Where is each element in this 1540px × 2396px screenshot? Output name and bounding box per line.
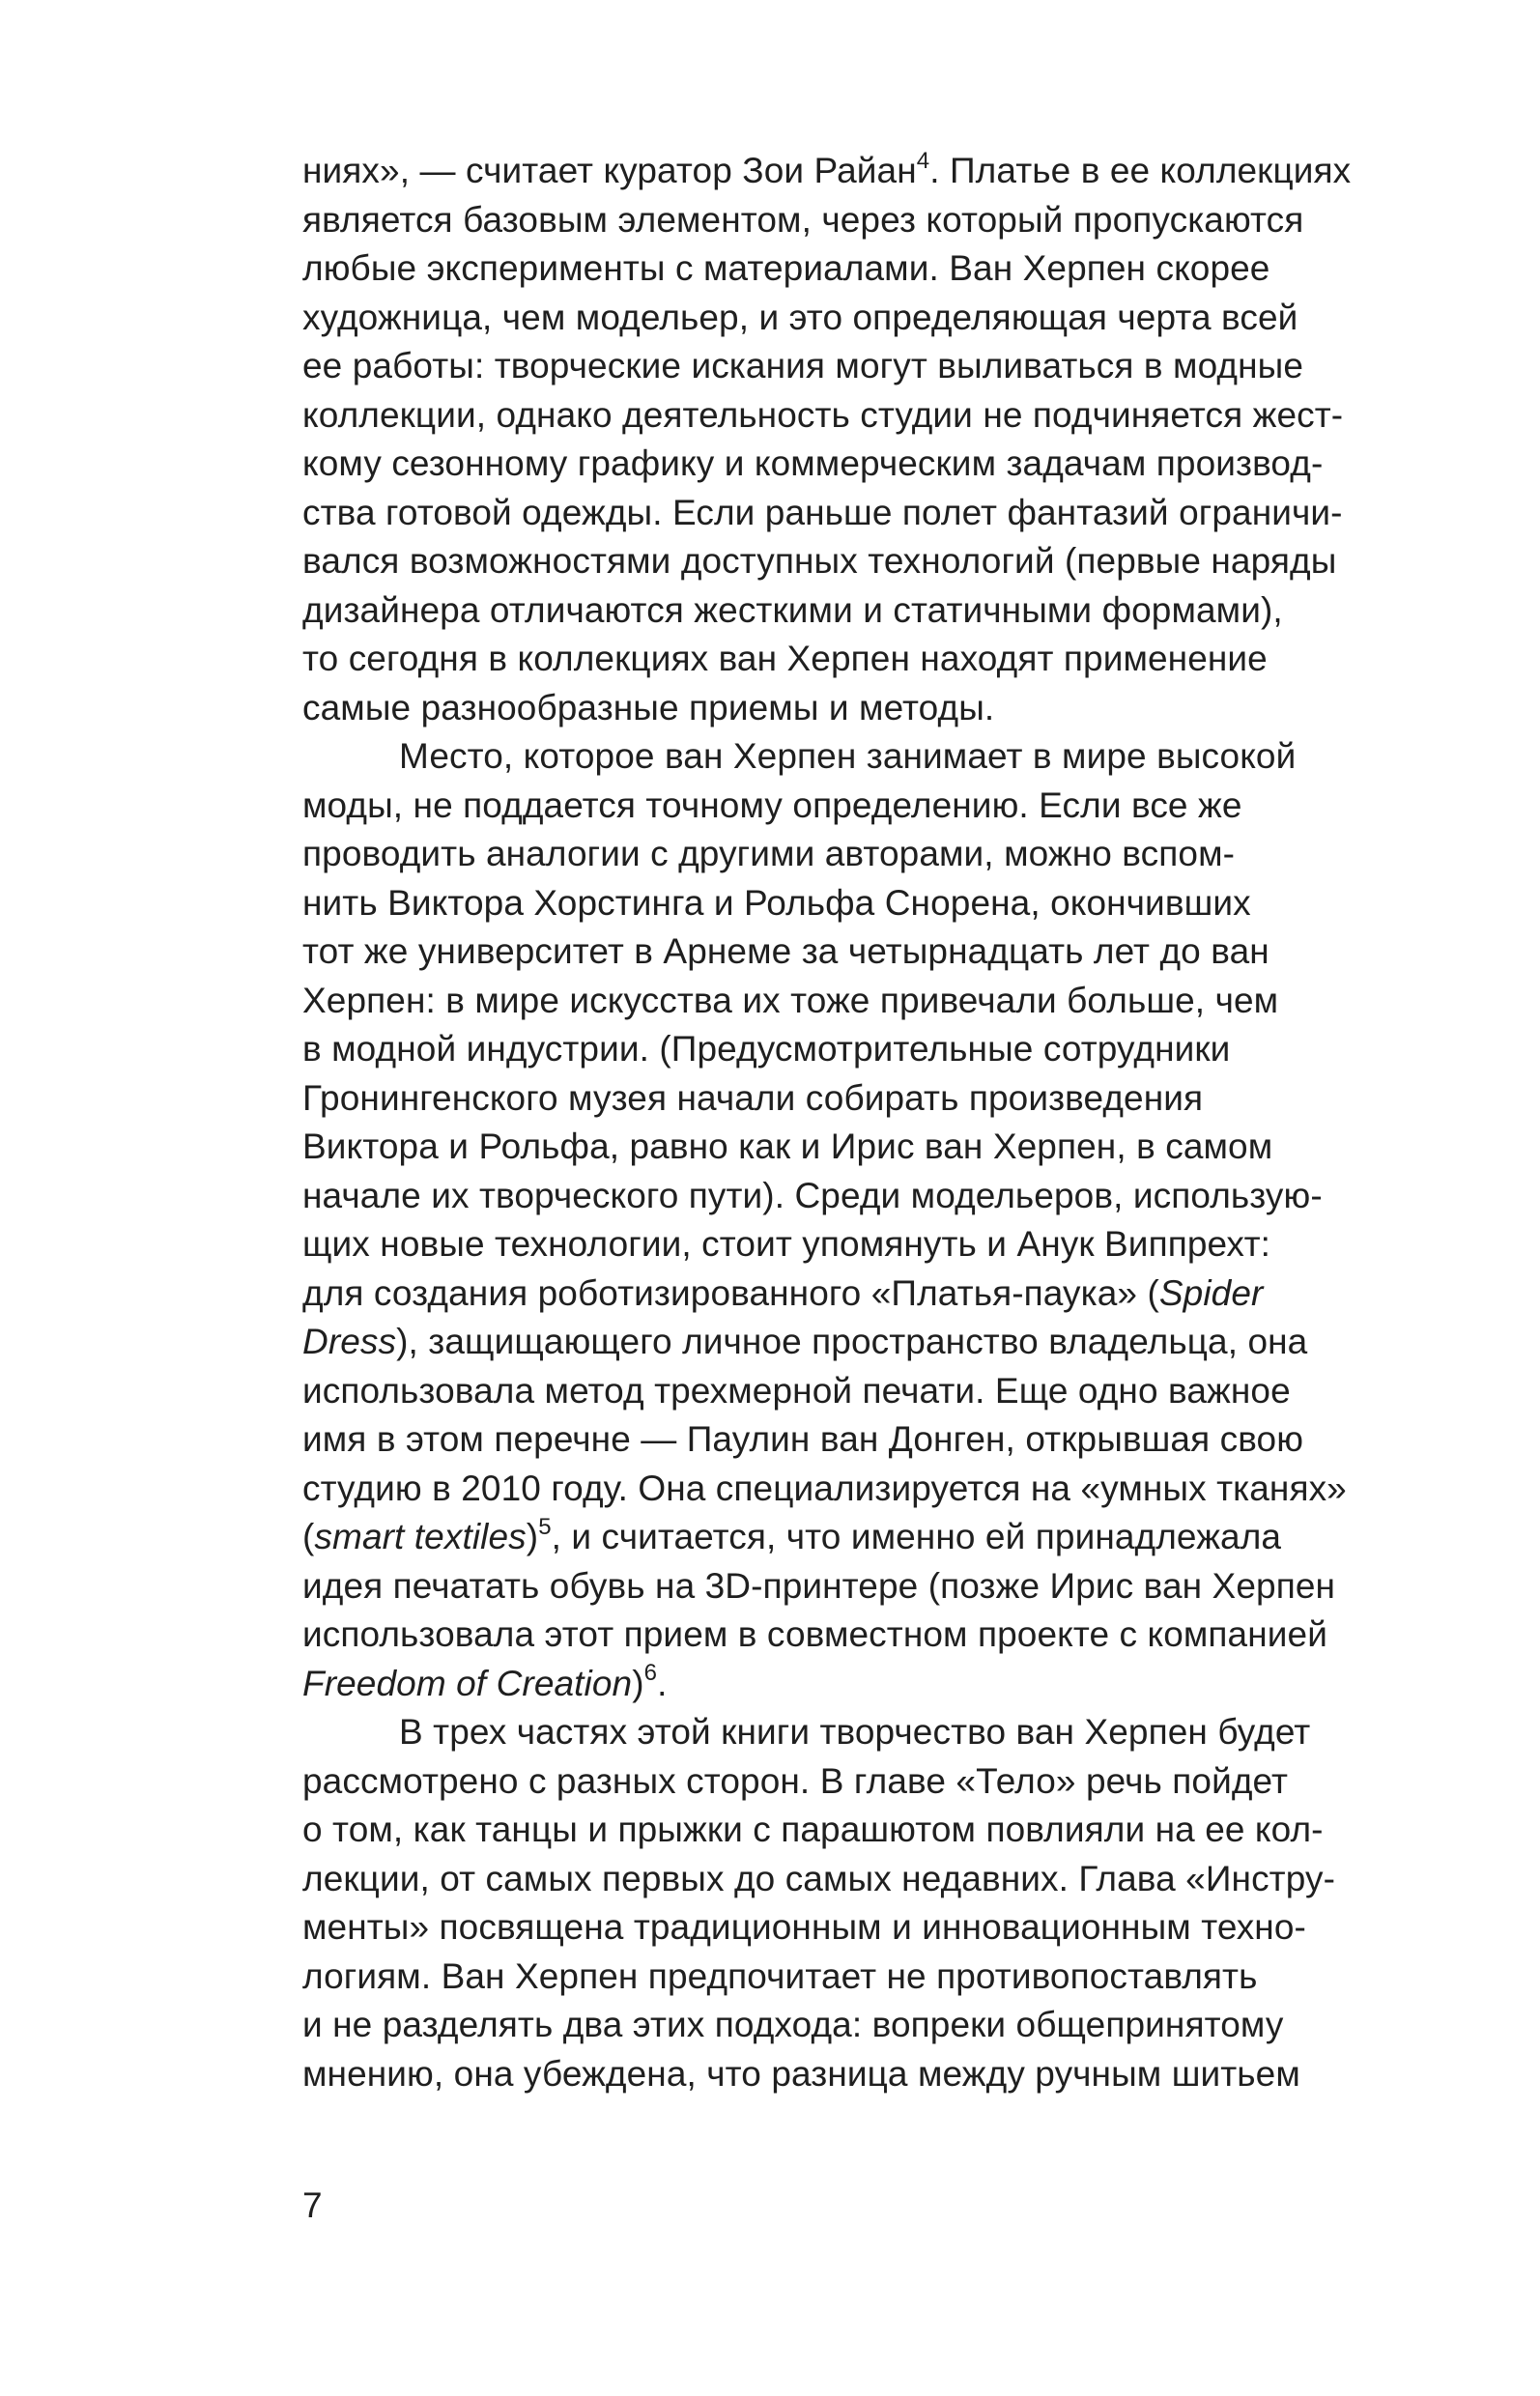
footnote-marker: 4 — [916, 147, 930, 174]
text-segment: коллекции, однако деятельность студии не подчиняется жест- — [302, 394, 1344, 435]
text-segment: самые разнообразные приемы и методы. — [302, 687, 995, 727]
text-line — [302, 1513, 1394, 1562]
text-segment: нить Виктора Хорстинга и Рольфа Снорена, окончивших — [302, 882, 1251, 923]
text-segment: Гронингенского музея начали собирать произведения — [302, 1077, 1204, 1118]
text-segment: Место, которое ван Херпен занимает в мире высокой — [399, 736, 1297, 776]
text-line — [302, 782, 1394, 831]
text-line — [302, 1806, 1394, 1855]
italic-text: Freedom of Creation — [302, 1663, 633, 1703]
text-segment: в модной индустрии. (Предусмотрительные сотрудники — [302, 1029, 1231, 1069]
text-segment: ства готовой одежды. Если раньше полет фантазий ограничи- — [302, 492, 1343, 532]
text-segment: о том, как танцы и прыжки с парашютом повлияли на ее кол- — [302, 1810, 1324, 1849]
text-segment: ) — [632, 1663, 644, 1703]
text-line — [302, 244, 1394, 294]
text-segment: Херпен: в мире искусства их тоже привечали больше, чем — [302, 980, 1279, 1020]
text-segment: В трех частях этой книги творчество ван Херпен будет — [399, 1712, 1311, 1752]
text-segment: студию в 2010 году. Она специализируется на «умных тканях» — [302, 1468, 1347, 1508]
text-segment: моды, не поддается точному определению. Если все же — [302, 784, 1242, 825]
text-segment: лекции, от самых первых до самых недавних. Глава «Инстру- — [302, 1858, 1336, 1898]
text-segment: логиям. Ван Херпен предпочитает не противопоставлять — [302, 1955, 1258, 1996]
text-segment: использовала метод трехмерной печати. Еще одно важное — [302, 1370, 1291, 1411]
text-line — [302, 147, 1394, 196]
text-line — [302, 586, 1394, 636]
text-segment: и не разделять два этих подхода: вопреки общепринятому — [302, 2005, 1284, 2044]
text-segment: . — [657, 1663, 668, 1703]
text-segment: любые эксперименты с материалами. Ван Херпен скорее — [302, 248, 1270, 288]
body-text — [302, 147, 1394, 2098]
italic-text: Spider — [1158, 1272, 1264, 1313]
text-line — [302, 1660, 1394, 1709]
text-line — [302, 927, 1394, 977]
text-line — [302, 1318, 1394, 1367]
text-line — [302, 1855, 1394, 1904]
text-line — [302, 1172, 1394, 1221]
paragraph — [302, 147, 1394, 732]
text-segment: кому сезонному графику и коммерческим задачам производ- — [302, 443, 1324, 483]
text-line — [302, 1708, 1394, 1757]
text-line — [302, 294, 1394, 343]
page-number: 7 — [302, 2185, 323, 2225]
italic-text: Dress — [302, 1322, 397, 1361]
paragraph — [302, 732, 1394, 1708]
text-line — [302, 1220, 1394, 1269]
text-segment: щих новые технологии, стоит упомянуть и Анук Виппрехт: — [302, 1224, 1270, 1264]
text-segment: использовала этот прием в совместном проекте с компанией — [302, 1614, 1327, 1654]
text-segment: для создания роботизированного «Платья-паука» ( — [302, 1272, 1159, 1313]
text-line — [302, 1757, 1394, 1807]
text-segment: вался возможностями доступных технологий (первые наряды — [302, 541, 1337, 581]
text-segment: дизайнера отличаются жесткими и статичными формами), — [302, 589, 1283, 630]
text-segment: ее работы: творческие искания могут выливаться в модные — [302, 346, 1304, 385]
text-segment: рассмотрено с разных сторон. В главе «Тело» речь пойдет — [302, 1760, 1289, 1801]
text-line — [302, 1953, 1394, 2002]
text-line — [302, 196, 1394, 245]
text-line — [302, 1415, 1394, 1465]
text-line — [302, 1562, 1394, 1612]
text-line — [302, 1123, 1394, 1172]
text-line — [302, 1611, 1394, 1660]
footnote-marker: 6 — [643, 1660, 658, 1687]
text-line — [302, 977, 1394, 1026]
text-segment: Виктора и Рольфа, равно как и Ирис ван Херпен, в самом — [302, 1127, 1273, 1166]
text-segment: начале их творческого пути). Среди модельеров, использую- — [302, 1175, 1323, 1215]
text-line — [302, 830, 1394, 879]
text-line — [302, 732, 1394, 782]
text-segment: менты» посвящена традиционным и инновационным техно- — [302, 1907, 1306, 1947]
text-segment: ( — [302, 1517, 315, 1556]
text-line — [302, 2050, 1394, 2099]
text-segment: имя в этом перечне — Паулин ван Донген, открывшая свою — [302, 1419, 1304, 1459]
italic-text: smart textiles — [314, 1517, 527, 1556]
text-segment: . Платье в ее коллекциях — [929, 151, 1352, 190]
text-segment: ) — [526, 1517, 539, 1556]
text-segment: тот же университет в Арнеме за четырнадцать лет до ван — [302, 931, 1269, 971]
text-segment: проводить аналогии с другими авторами, можно вспом- — [302, 834, 1236, 873]
text-line — [302, 342, 1394, 391]
text-line — [302, 391, 1394, 441]
text-segment: , и считается, что именно ей принадлежала — [551, 1517, 1282, 1556]
text-line — [302, 1465, 1394, 1514]
text-segment: является базовым элементом, через который пропускаются — [302, 199, 1304, 240]
text-segment: ниях», — считает куратор Зои Райан — [302, 151, 917, 190]
text-segment: мнению, она убеждена, что разница между ручным шитьем — [302, 2053, 1300, 2094]
text-line — [302, 635, 1394, 684]
text-line — [302, 1367, 1394, 1416]
text-line — [302, 1025, 1394, 1074]
text-line — [302, 684, 1394, 733]
text-segment: идея печатать обувь на 3D-принтере (позже Ирис ван Херпен — [302, 1565, 1336, 1606]
text-line — [302, 1074, 1394, 1124]
text-segment: то сегодня в коллекциях ван Херпен находят применение — [302, 639, 1268, 678]
text-line — [302, 1903, 1394, 1953]
text-line — [302, 537, 1394, 586]
paragraph — [302, 1708, 1394, 2098]
text-line — [302, 1269, 1394, 1319]
text-segment: ), защищающего личное пространство владельца, она — [396, 1322, 1308, 1361]
text-segment: художница, чем модельер, и это определяющая черта всей — [302, 297, 1298, 337]
footnote-marker: 5 — [538, 1513, 552, 1540]
text-line — [302, 489, 1394, 538]
text-line — [302, 440, 1394, 489]
text-line — [302, 2001, 1394, 2050]
text-line — [302, 879, 1394, 928]
